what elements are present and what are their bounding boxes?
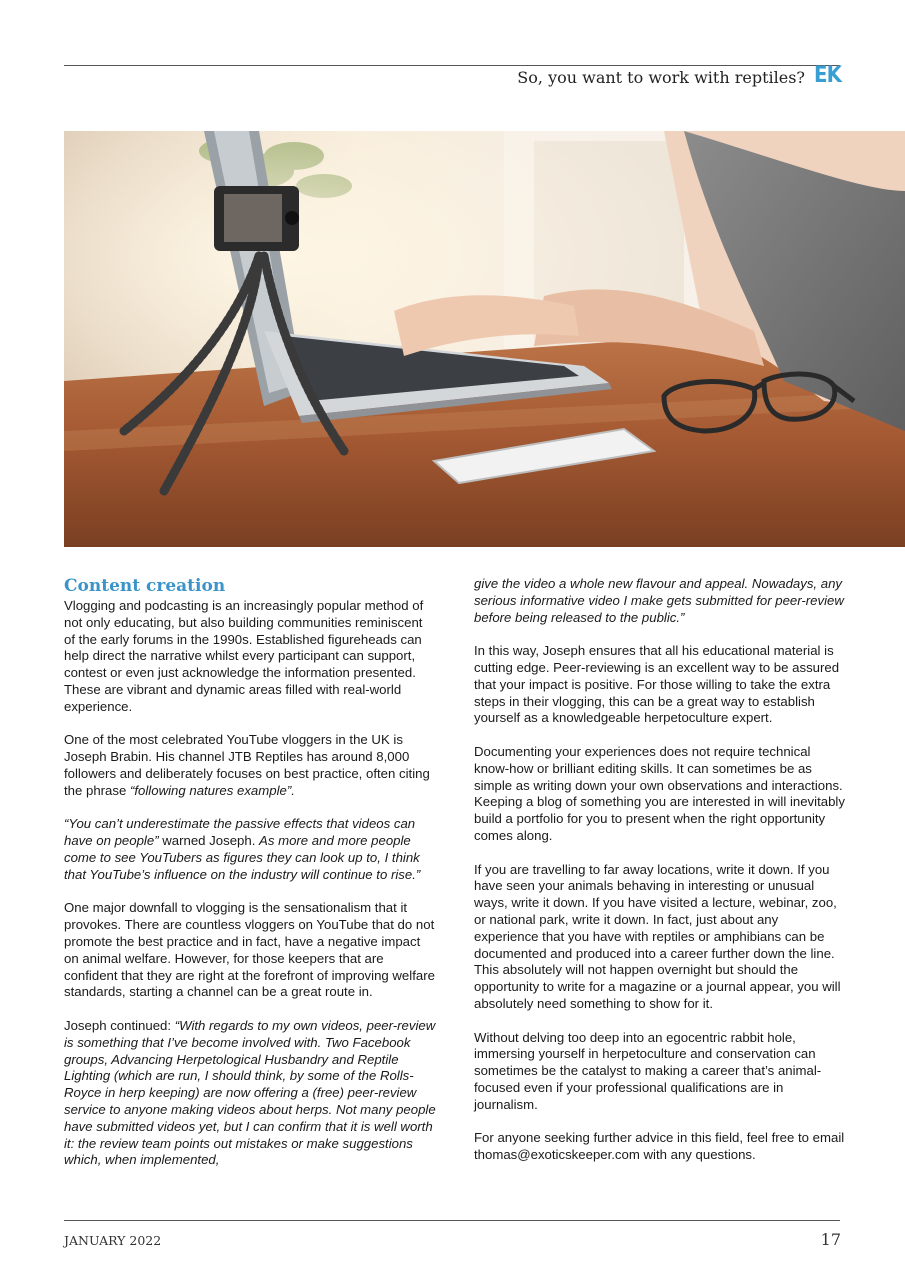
paragraph: Without delving too deep into an egocentric rabbit hole, immersing yourself in herpetoculture and conservation can sometimes be the catalyst to making a career that’s animal-focused even if your professional qualifications are in journalism. bbox=[474, 1029, 822, 1112]
paragraph: Documenting your experiences does not require technical know-how or brilliant editing skills. It can sometimes be as simple as writing down your own observations and interactions. Keeping a blog of something you are interested in will inevitably build a portfolio for you to present when the right opportunity comes along. bbox=[474, 743, 845, 843]
paragraph bbox=[64, 1018, 436, 1169]
quote-text: “following natures example”. bbox=[129, 782, 295, 798]
quote-text: “With regards to my own videos, peer-review is something that I’ve become involved with. Two Facebook groups, Advancing Herpetological Husbandry and Reptile Lighting (which are run, I should think, by some of the Rolls-Royce in herp keeping) are now offering a (free) peer-review service to anyone making videos about herps. Not many people have submitted videos yet, but I can confirm that it is well worth it: the review team points out mistakes or make suggestions which, when implemented, bbox=[64, 1017, 436, 1168]
paragraph-text: warned Joseph. bbox=[158, 833, 260, 849]
footer-rule bbox=[64, 1220, 840, 1221]
issue-date: JANUARY 2022 bbox=[64, 1233, 162, 1248]
header-rule bbox=[64, 65, 840, 66]
paragraph-text: One of the most celebrated YouTube vloggers in the UK is Joseph Brabin. His channel JTB Reptiles has around 8,000 followers and deliberately focuses on best practice, often citing the phrase bbox=[64, 732, 430, 798]
section-heading: Content creation bbox=[64, 576, 226, 596]
running-title: So, you want to work with reptiles? bbox=[517, 68, 805, 87]
paragraph-text: Joseph continued: bbox=[64, 1017, 175, 1033]
article-column-left bbox=[64, 576, 436, 1186]
article-photo bbox=[64, 131, 905, 547]
paragraph bbox=[64, 732, 436, 799]
paragraph: In this way, Joseph ensures that all his educational material is cutting edge. Peer-reviewing is an excellent way to be assured that your impact is positive. For those willing to take the extra steps in their vlogging, this can be a great way to establish yourself as a knowledgeable herpetoculture expert. bbox=[474, 643, 840, 726]
quote-text: “You can’t underestimate the passive effects that videos can have on people” bbox=[64, 816, 416, 849]
quote-continuation: give the video a whole new flavour and appeal. Nowadays, any serious informative video I make gets submitted for peer-review before being released to the public.” bbox=[474, 576, 844, 625]
paragraph: For anyone seeking further advice in this field, feel free to email thomas@exoticskeeper.com with any questions. bbox=[474, 1130, 845, 1163]
quote-text: As more and more people come to see YouTubers as figures they can look up to, I think that YouTube’s influence on the industry will continue to rise.” bbox=[64, 833, 421, 882]
paragraph bbox=[64, 816, 436, 883]
article-column-right bbox=[474, 576, 846, 1181]
paragraph: One major downfall to vlogging is the sensationalism that it provokes. There are countless vloggers on YouTube that do not promote the best practice and in fact, have a negative impact on animal welfare. However, for those keepers that are confident that they are right at the forefront of improving welfare standards, starting a channel can be a great route in. bbox=[64, 900, 435, 1000]
paragraph: Vlogging and podcasting is an increasingly popular method of not only educating, but also building communities reminiscent of the early forums in the 1990s. Established figureheads can help direct the narrative whilst every participant can support, contest or even just acknowledge the information presented. These are vibrant and dynamic areas filled with real-world experience. bbox=[64, 598, 424, 714]
magazine-logo: EK bbox=[814, 63, 842, 88]
page-number: 17 bbox=[820, 1230, 841, 1249]
paragraph: If you are travelling to far away locations, write it down. If you have seen your animals behaving in interesting or unusual ways, write it down. If you have visited a lecture, webinar, zoo, or national park, write it down. In fact, just about any experience that you have with reptiles or amphibians can be documented and produced into a career further down the line. This absolutely will not happen overnight but should the opportunity to write for a magazine or a journal appear, you will absolutely need something to show for it. bbox=[474, 861, 841, 1011]
